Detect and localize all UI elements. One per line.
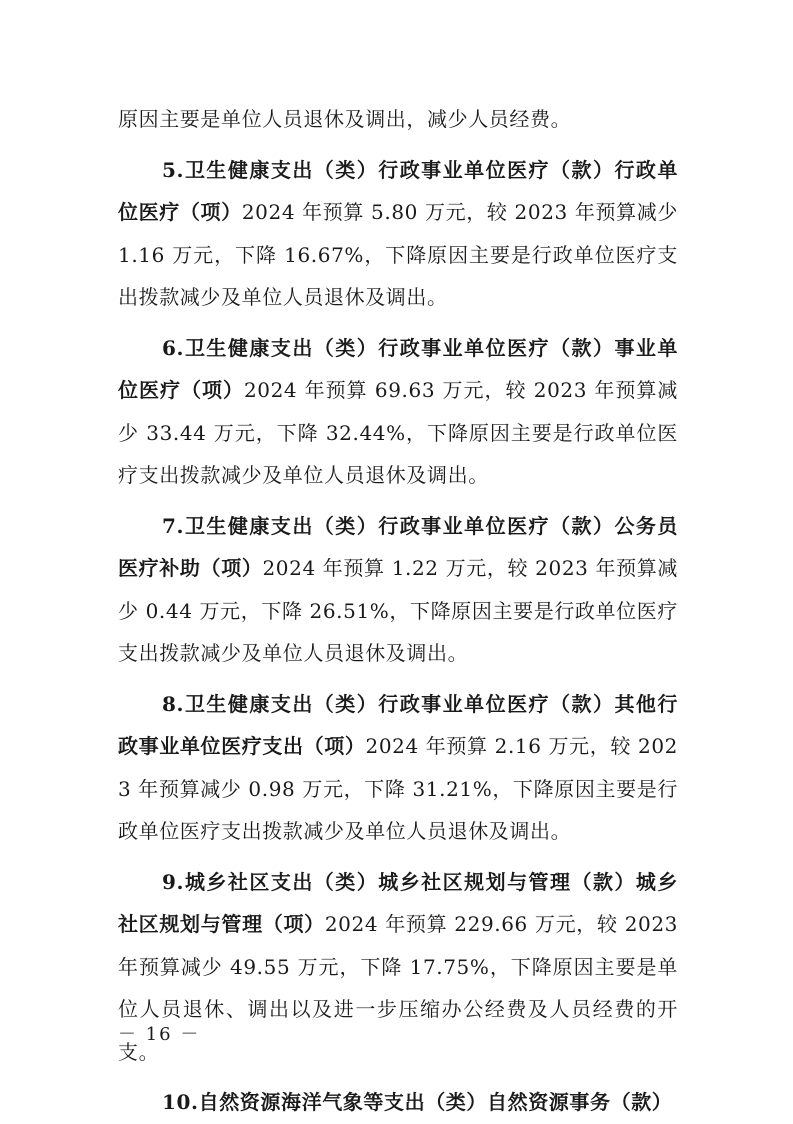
paragraph-4-text: 2024 年预算 1.22 万元，较 2023 年预算减少 0.44 万元，下降 26.51%，下降原因主要是行政单位医疗支出拨款减少及单位人员退休及调出。 xyxy=(118,556,678,665)
paragraph-3-heading: 6.卫生健康支出（类）行政事业单位医疗（款）事业单位医疗（项） xyxy=(118,335,678,402)
paragraph-6-text: 2024 年预算 229.66 万元，较 2023 年预算减少 49.55 万元，下降 17.75%，下降原因主要是单位人员退休、调出以及进一步压缩办公经费及人员经费的开支。 xyxy=(118,912,678,1064)
paragraph-5-heading: 8.卫生健康支出（类）行政事业单位医疗（款）其他行政事业单位医疗支出（项） xyxy=(118,691,678,758)
paragraph-2-text: 2024 年预算 5.80 万元，较 2023 年预算减少 1.16 万元，下降 16.67%，下降原因主要是行政单位医疗支出拨款减少及单位人员退休及调出。 xyxy=(118,200,678,309)
paragraph-4 xyxy=(118,505,678,675)
paragraph-3 xyxy=(118,327,678,497)
paragraph-5 xyxy=(118,683,678,853)
paragraph-5-text: 2024 年预算 2.16 万元，较 2023 年预算减少 0.98 万元，下降 31.21%，下降原因主要是行政单位医疗支出拨款减少及单位人员退休及调出。 xyxy=(118,734,679,843)
paragraph-6-heading: 9.城乡社区支出（类）城乡社区规划与管理（款）城乡社区规划与管理（项） xyxy=(118,869,678,936)
paragraph-6 xyxy=(118,861,678,1074)
body-text xyxy=(118,98,678,1124)
page-number: － 16 － xyxy=(118,1024,201,1045)
paragraph-7 xyxy=(118,1081,678,1124)
paragraph-2-heading: 5.卫生健康支出（类）行政事业单位医疗（款）行政单位医疗（项） xyxy=(118,157,678,224)
paragraph-1-text: 原因主要是单位人员退休及调出，减少人员经费。 xyxy=(118,107,572,131)
paragraph-2 xyxy=(118,149,678,319)
paragraph-4-heading: 7.卫生健康支出（类）行政事业单位医疗（款）公务员医疗补助（项） xyxy=(118,513,678,580)
paragraph-1 xyxy=(118,98,678,141)
paragraph-7-heading: 10.自然资源海洋气象等支出（类）自然资源事务（款） xyxy=(162,1090,673,1114)
paragraph-3-text: 2024 年预算 69.63 万元，较 2023 年预算减少 33.44 万元，下降 32.44%，下降原因主要是行政单位医疗支出拨款减少及单位人员退休及调出。 xyxy=(118,378,678,487)
